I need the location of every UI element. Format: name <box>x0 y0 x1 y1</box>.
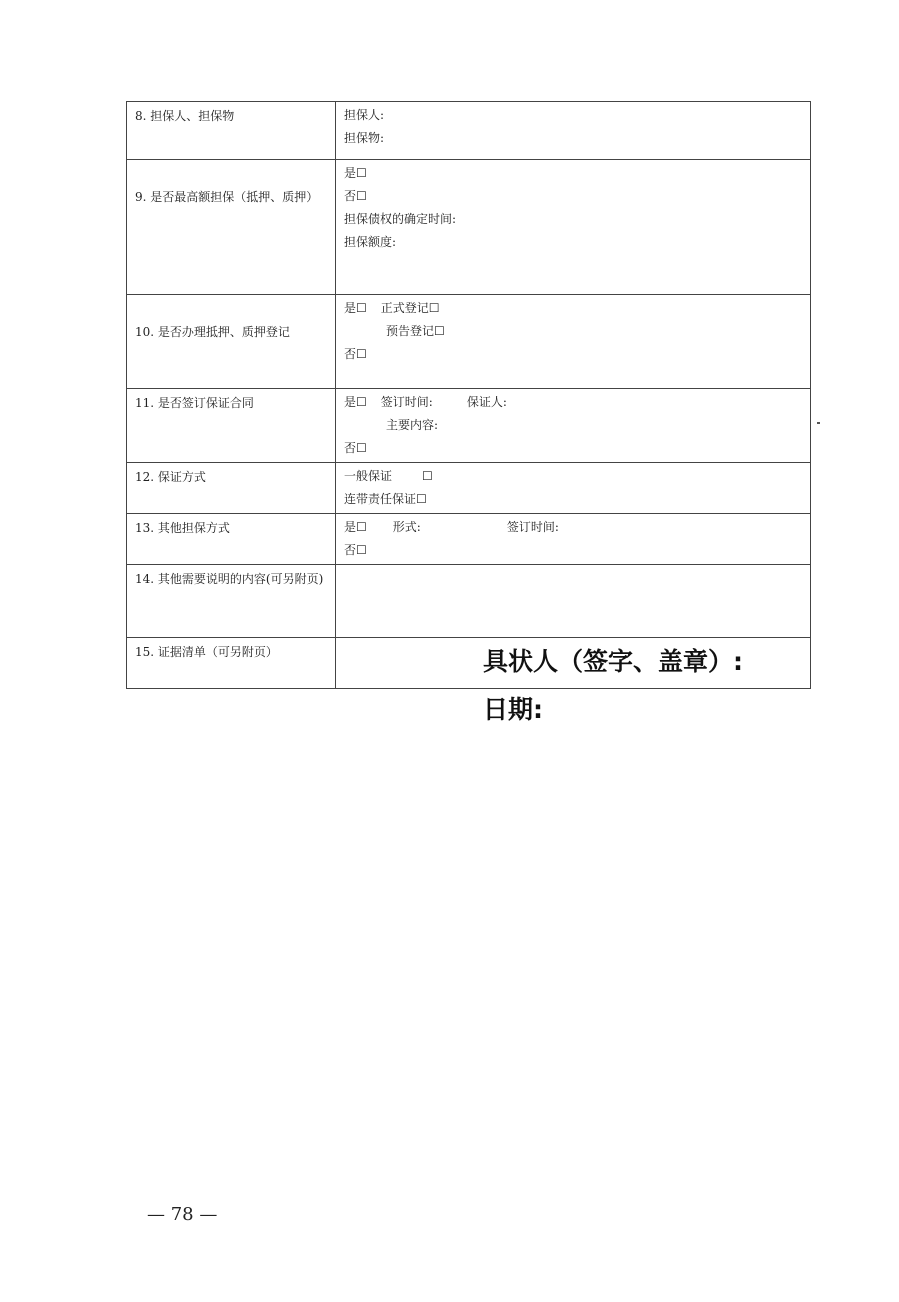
row-content <box>336 295 811 389</box>
no-checkbox[interactable]: 否☐ <box>344 543 367 557</box>
scan-mark <box>817 422 820 424</box>
table-row <box>127 389 811 463</box>
row-label: 8. 担保人、担保物 <box>127 102 336 160</box>
formal-registration-checkbox[interactable]: 正式登记☐ <box>380 301 440 315</box>
main-content-field[interactable]: 主要内容: <box>386 418 439 432</box>
guarantor-field[interactable]: 担保人: <box>344 108 385 122</box>
table-row <box>127 295 811 389</box>
row-label: 9. 是否最高额担保（抵押、质押） <box>127 160 336 295</box>
complaint-form-table <box>126 101 811 689</box>
no-checkbox[interactable]: 否☐ <box>344 189 367 203</box>
signer-signature-label: 具状人（签字、盖章）: <box>483 647 743 676</box>
row-label: 12. 保证方式 <box>127 463 336 514</box>
row-label: 13. 其他担保方式 <box>127 514 336 565</box>
general-guarantee-checkbox[interactable]: ☐ <box>422 469 433 483</box>
page-number: — 78 — <box>147 1204 218 1225</box>
table-row <box>127 463 811 514</box>
table-row <box>127 160 811 295</box>
table-row <box>127 514 811 565</box>
form-field[interactable]: 形式: <box>392 520 421 534</box>
guarantee-amount-field[interactable]: 担保额度: <box>344 235 397 249</box>
yes-checkbox[interactable]: 是☐ <box>344 395 367 409</box>
row-content <box>336 463 811 514</box>
row-content <box>336 514 811 565</box>
collateral-field[interactable]: 担保物: <box>344 131 385 145</box>
joint-liability-checkbox[interactable]: 连带责任保证☐ <box>344 492 427 506</box>
yes-checkbox[interactable]: 是☐ <box>344 520 367 534</box>
no-checkbox[interactable]: 否☐ <box>344 441 367 455</box>
pre-notice-registration-checkbox[interactable]: 预告登记☐ <box>386 324 445 338</box>
row-label: 11. 是否签订保证合同 <box>127 389 336 463</box>
row-content <box>336 389 811 463</box>
yes-checkbox[interactable]: 是☐ <box>344 166 367 180</box>
table-row <box>127 102 811 160</box>
sign-time-field[interactable]: 签订时间: <box>380 395 433 409</box>
other-notes-field[interactable] <box>336 565 811 638</box>
date-label: 日期: <box>483 695 543 724</box>
row-label: 14. 其他需要说明的内容(可另附页) <box>127 565 336 638</box>
general-guarantee-option: 一般保证 <box>344 469 393 483</box>
claim-determination-time-field[interactable]: 担保债权的确定时间: <box>344 212 457 226</box>
table-row <box>127 565 811 638</box>
row-content <box>336 160 811 295</box>
row-label: 10. 是否办理抵押、质押登记 <box>127 295 336 389</box>
yes-checkbox[interactable]: 是☐ <box>344 301 367 315</box>
row-label: 15. 证据清单（可另附页） <box>127 638 336 689</box>
sign-time-field[interactable]: 签订时间: <box>506 520 559 534</box>
guarantor-field[interactable]: 保证人: <box>466 395 507 409</box>
no-checkbox[interactable]: 否☐ <box>344 347 367 361</box>
row-content <box>336 102 811 160</box>
